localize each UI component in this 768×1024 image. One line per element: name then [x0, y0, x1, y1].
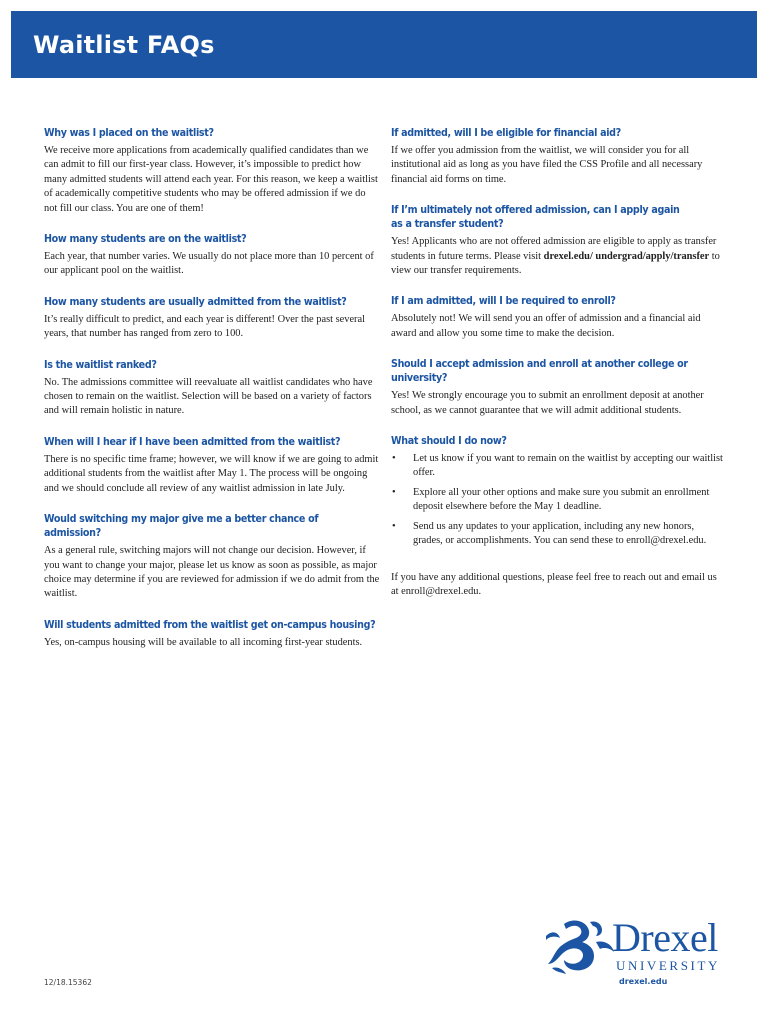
list-item-text: Explore all your other options and make sure you submit an enrollment deposit elsewhere before the May 1 deadline. [413, 486, 710, 513]
faq-item [44, 126, 380, 216]
answer-text: Yes! Applicants who are not offered admission are eligible to apply as transfer students in future terms. Please visit [391, 236, 717, 262]
answer-text: to view our transfer requirements. [391, 250, 720, 277]
list-item-text: Let us know if you want to remain on the waitlist by accepting our waitlist offer. [413, 453, 723, 479]
faq-item [44, 358, 380, 419]
faq-answer: There is no specific time frame; however, we will know if we are going to admit additional students from the waitlist after May 1. The process will be ongoing and we should conclude all review of any waitlist admission in late July. [44, 453, 379, 494]
faq-question: If I’m ultimately not offered admission, can I apply again as a transfer student? [391, 204, 680, 231]
faq-item [391, 203, 724, 278]
faq-question: Why was I placed on the waitlist? [44, 127, 214, 139]
faq-question: How many students are usually admitted from the waitlist? [44, 295, 347, 308]
faq-item [44, 232, 380, 279]
faq-item [391, 126, 724, 187]
list-item-text: Send us any updates to your application, including any new honors, grades, or accomplishments. You can send these to enroll@drexel.edu. [413, 520, 707, 547]
faq-question: Should I accept admission and enroll at another college or university? [391, 358, 688, 385]
faq-item [44, 295, 380, 342]
list-item [391, 486, 724, 515]
bullet: • [392, 453, 396, 465]
faq-answer: As a general rule, switching majors will not change our decision. However, if you want to change your major, please let us know as soon as possible, as major choice may determine if you are reviewed for admission if we do admit from the waitlist. [44, 545, 380, 600]
faq-item [44, 512, 380, 602]
left-column [44, 126, 380, 666]
faq-answer: Yes! We strongly encourage you to submit an enrollment deposit at another school, as we cannot guarantee that we will admit additional students. [391, 390, 704, 416]
transfer-link[interactable]: drexel.edu/ undergrad/apply/transfer [543, 250, 710, 262]
bullet: • [392, 486, 396, 498]
faq-item [44, 618, 380, 650]
faq-answer [391, 235, 724, 278]
header-banner [11, 11, 757, 78]
bullet: • [392, 520, 396, 532]
next-steps-list [391, 452, 724, 548]
faq-answer: Absolutely not! We will send you an offer of admission and a financial aid award and allow you some time to make the decision. [391, 313, 701, 339]
dragon-icon [544, 918, 618, 976]
faq-question: What should I do now? [391, 435, 507, 448]
faq-question: How many students are on the waitlist? [44, 233, 247, 246]
faq-answer: Each year, that number varies. We usually do not place more than 10 percent of our applicant pool on the waitlist. [44, 251, 374, 277]
faq-answer: Yes, on-campus housing will be available to all incoming first-year students. [44, 636, 363, 648]
logo-subtitle: UNIVERSITY [616, 958, 720, 973]
faq-question: When will I hear if I have been admitted from the waitlist? [44, 435, 341, 448]
document-code: 12/18.15362 [44, 978, 92, 987]
list-item [391, 520, 724, 549]
faq-answer: We receive more applications from academically qualified candidates than we can admit to fill our first-year class. However, it’s impossible to predict how many admitted students will attend each year. For this reason, we keep a waitlist of academically competitive students who may be offered admission if we do not fill our class. You are one of them! [44, 145, 378, 214]
closing-note: If you have any additional questions, please feel free to reach out and email us at enroll@drexel.edu. [391, 571, 717, 597]
faq-answer: No. The admissions committee will reevaluate all waitlist candidates who have chosen to remain on the waitlist. Selection will be based on a variety of factors and will remain holistic in nature. [44, 376, 373, 417]
list-item [391, 452, 724, 481]
faq-answer: If we offer you admission from the waitlist, we will consider you for all institutional aid as long as you have filed the CSS Profile and all necessary financial aid forms on time. [391, 145, 703, 185]
faq-item [391, 294, 724, 341]
page-title: Waitlist FAQs [33, 31, 215, 59]
faq-question: Would switching my major give me a better chance of admission? [44, 513, 319, 540]
faq-item [391, 434, 724, 548]
logo-wordmark: Drexel [612, 915, 718, 960]
drexel-logo [544, 915, 744, 988]
faq-item [391, 357, 724, 418]
faq-answer: It’s really difficult to predict, and each year is different! Over the past several years, that number has ranged from zero to 100. [44, 313, 366, 340]
faq-question: If admitted, will I be eligible for financial aid? [391, 127, 621, 139]
website-link[interactable]: drexel.edu [619, 977, 668, 986]
faq-question: Is the waitlist ranked? [44, 358, 157, 371]
right-column [391, 126, 724, 610]
faq-question: If I am admitted, will I be required to enroll? [391, 295, 616, 308]
faq-item [44, 435, 380, 496]
faq-question: Will students admitted from the waitlist get on-campus housing? [44, 618, 376, 631]
